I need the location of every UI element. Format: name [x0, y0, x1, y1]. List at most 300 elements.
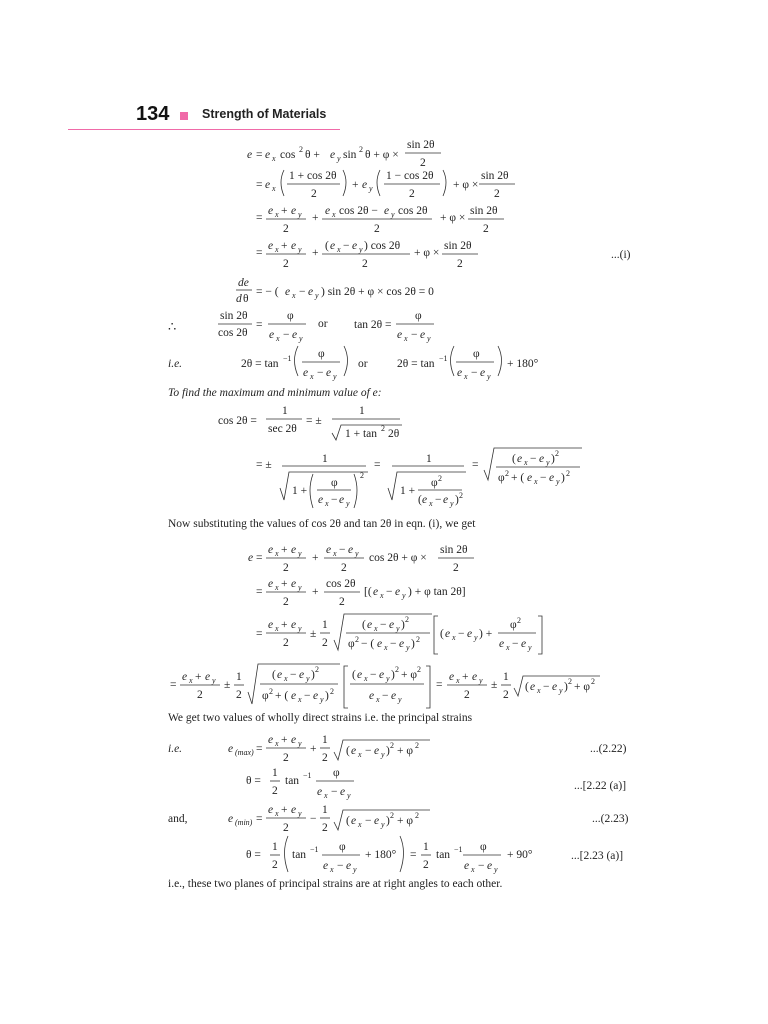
svg-text:+ φ: + φ — [574, 681, 590, 693]
svg-text:+: + — [312, 212, 319, 224]
svg-text:y: y — [298, 809, 302, 818]
svg-text:e: e — [373, 586, 379, 598]
svg-text:x: x — [189, 676, 193, 685]
svg-text:x: x — [275, 583, 279, 592]
svg-text:[(: [( — [364, 586, 372, 598]
svg-text:e: e — [268, 240, 274, 252]
svg-text:e: e — [391, 690, 397, 702]
svg-text:e: e — [517, 453, 523, 465]
substituting-text: Now substituting the values of cos 2θ and tan 2θ in eqn. (i), we get — [168, 518, 476, 530]
svg-text:2θ = tan: 2θ = tan — [241, 358, 279, 370]
svg-text:e: e — [443, 494, 449, 506]
svg-text:e: e — [530, 681, 536, 693]
svg-text:y: y — [494, 865, 498, 874]
svg-text:=: = — [256, 247, 263, 259]
svg-text:−: − — [411, 329, 418, 341]
equation-e-substituted-4 — [170, 664, 600, 708]
svg-text:2: 2 — [517, 616, 521, 625]
svg-text:φ: φ — [415, 310, 422, 322]
svg-text:x: x — [534, 477, 538, 486]
svg-text:−: − — [290, 669, 297, 681]
svg-text:2: 2 — [591, 677, 595, 686]
svg-text:1 +: 1 + — [400, 485, 416, 497]
svg-text:y: y — [346, 499, 350, 508]
svg-text:2: 2 — [355, 635, 359, 644]
svg-text:e: e — [285, 286, 291, 298]
svg-text:2: 2 — [415, 741, 419, 750]
svg-text:cos 2θ: cos 2θ — [398, 205, 428, 217]
svg-text:e: e — [521, 638, 527, 650]
svg-text:−1: −1 — [310, 845, 319, 854]
svg-text:2: 2 — [269, 687, 273, 696]
svg-text:(: ( — [512, 453, 516, 465]
svg-text:x: x — [275, 210, 279, 219]
svg-text:2: 2 — [390, 741, 394, 750]
svg-text:e: e — [291, 544, 297, 556]
svg-text:2: 2 — [405, 615, 409, 624]
svg-text:sin 2θ: sin 2θ — [440, 544, 468, 556]
svg-text:2: 2 — [311, 188, 317, 200]
svg-text:2: 2 — [417, 665, 421, 674]
svg-text:(: ( — [525, 681, 529, 693]
svg-text:e: e — [299, 669, 305, 681]
svg-text:): ) — [561, 472, 565, 484]
svg-text:y: y — [298, 583, 302, 592]
svg-text:2: 2 — [283, 562, 289, 574]
svg-text:y: y — [320, 695, 324, 704]
svg-text:e: e — [291, 205, 297, 217]
svg-text:e: e — [472, 671, 478, 683]
svg-text:y: y — [474, 633, 478, 642]
svg-text:φ: φ — [498, 472, 505, 484]
svg-text:1: 1 — [322, 619, 328, 631]
svg-text:2: 2 — [283, 752, 289, 764]
svg-text:2: 2 — [416, 635, 420, 644]
svg-text:e: e — [291, 804, 297, 816]
svg-text:−1: −1 — [283, 354, 292, 363]
svg-text:2: 2 — [283, 822, 289, 834]
svg-text:e: e — [330, 149, 336, 161]
svg-text:e: e — [268, 619, 274, 631]
svg-text:e: e — [228, 743, 234, 755]
svg-text:): ) — [325, 690, 329, 702]
svg-text:e: e — [362, 179, 368, 191]
svg-text:θ =: θ = — [246, 849, 261, 861]
svg-text:) +: ) + — [479, 628, 493, 640]
svg-text:2θ: 2θ — [388, 428, 400, 440]
svg-text:+ 90°: + 90° — [507, 849, 533, 861]
svg-text:(: ( — [325, 240, 329, 252]
svg-text:e: e — [248, 552, 254, 564]
svg-text:x: x — [292, 291, 296, 300]
svg-text:y: y — [306, 674, 310, 683]
svg-text:e: e — [330, 240, 336, 252]
svg-text:e: e — [464, 860, 470, 872]
svg-text:2: 2 — [464, 689, 470, 701]
svg-text:=: = — [436, 679, 443, 691]
equation-cos — [218, 405, 402, 440]
svg-text:): ) — [311, 669, 315, 681]
svg-text:x: x — [284, 674, 288, 683]
book-title: Strength of Materials — [202, 107, 327, 121]
svg-text:d: d — [236, 293, 242, 305]
svg-text:+: + — [281, 205, 288, 217]
svg-text:2: 2 — [283, 637, 289, 649]
svg-text:x: x — [275, 624, 279, 633]
svg-text:1: 1 — [272, 767, 278, 779]
svg-text:=: = — [410, 849, 417, 861]
page-number: 134 — [136, 103, 170, 125]
svg-text:1: 1 — [503, 671, 509, 683]
svg-text:=: = — [256, 212, 263, 224]
svg-text:−: − — [530, 453, 537, 465]
svg-text:2: 2 — [503, 689, 509, 701]
svg-text:2: 2 — [453, 562, 459, 574]
svg-text:−1: −1 — [454, 845, 463, 854]
svg-text:tan 2θ =: tan 2θ = — [354, 319, 392, 331]
svg-text:x: x — [364, 674, 368, 683]
svg-text:y: y — [355, 549, 359, 558]
or-label-2: or — [358, 358, 368, 370]
svg-text:θ +: θ + — [305, 149, 320, 161]
equation-angle — [241, 346, 539, 381]
svg-text:y: y — [299, 334, 303, 343]
svg-text:tan: tan — [285, 775, 300, 787]
svg-text:x: x — [376, 695, 380, 704]
svg-text:2: 2 — [555, 449, 559, 458]
svg-text:y: y — [298, 624, 302, 633]
svg-text:e: e — [348, 544, 354, 556]
svg-text:y: y — [556, 477, 560, 486]
svg-text:(: ( — [418, 494, 422, 506]
svg-text:2: 2 — [330, 687, 334, 696]
svg-text:e: e — [527, 472, 533, 484]
svg-text:2: 2 — [438, 474, 442, 483]
svg-text:1: 1 — [236, 671, 242, 683]
svg-text:e: e — [377, 638, 383, 650]
svg-text:cos 2θ: cos 2θ — [326, 578, 356, 590]
svg-text:cos: cos — [280, 149, 296, 161]
svg-text:2: 2 — [395, 665, 399, 674]
svg-text:+: + — [310, 743, 317, 755]
svg-text:x: x — [275, 809, 279, 818]
svg-text:sin 2θ: sin 2θ — [470, 205, 498, 217]
svg-text:+ φ: + φ — [397, 815, 413, 827]
svg-text:e: e — [369, 690, 375, 702]
svg-text:e: e — [277, 669, 283, 681]
right-angles-text: i.e., these two planes of principal strains are at right angles to each other. — [168, 878, 503, 890]
svg-text:y: y — [391, 210, 395, 219]
svg-text:φ: φ — [287, 310, 294, 322]
equation-e-substituted-1 — [248, 544, 474, 574]
svg-text:e: e — [340, 786, 346, 798]
svg-text:−: − — [310, 813, 317, 825]
svg-text:e: e — [420, 329, 426, 341]
svg-text:): ) — [391, 669, 395, 681]
svg-text:+: + — [281, 240, 288, 252]
equation-e-max — [228, 734, 430, 764]
svg-text:(: ( — [352, 669, 356, 681]
svg-text:2: 2 — [272, 785, 278, 797]
svg-text:y: y — [337, 154, 341, 163]
svg-text:2: 2 — [390, 811, 394, 820]
svg-text:2: 2 — [359, 145, 363, 154]
svg-text:φ: φ — [339, 841, 346, 853]
ie-label-1: i.e. — [168, 358, 183, 370]
svg-text:+ (: + ( — [275, 690, 289, 702]
svg-text:θ + φ ×: θ + φ × — [365, 149, 399, 161]
svg-text:e: e — [457, 367, 463, 379]
svg-text:1: 1 — [272, 841, 278, 853]
svg-text:y: y — [381, 820, 385, 829]
svg-text:x: x — [380, 591, 384, 600]
svg-text:(: ( — [362, 619, 366, 631]
svg-text:2: 2 — [423, 859, 429, 871]
equation-theta-2 — [246, 836, 533, 874]
svg-text:) sin 2θ + φ × cos 2θ = 0: ) sin 2θ + φ × cos 2θ = 0 — [321, 286, 434, 298]
svg-text:(max): (max) — [235, 748, 254, 757]
svg-text:cos 2θ −: cos 2θ − — [339, 205, 378, 217]
equation-derivative — [236, 277, 434, 305]
svg-text:e: e — [367, 619, 373, 631]
svg-text:1 + tan: 1 + tan — [345, 428, 378, 440]
svg-text:+ φ ×: + φ × — [414, 247, 440, 259]
svg-text:1 +: 1 + — [292, 485, 308, 497]
svg-text:φ: φ — [348, 638, 355, 650]
svg-text:−: − — [370, 669, 377, 681]
svg-text:x: x — [324, 791, 328, 800]
svg-text:− (: − ( — [361, 638, 375, 650]
svg-text:−: − — [299, 286, 306, 298]
svg-text:): ) — [401, 619, 405, 631]
svg-text:e: e — [539, 453, 545, 465]
svg-text:2: 2 — [283, 596, 289, 608]
svg-text:±: ± — [491, 679, 498, 691]
svg-text:x: x — [456, 676, 460, 685]
svg-text:2: 2 — [494, 188, 500, 200]
svg-text:θ =: θ = — [246, 775, 261, 787]
svg-text:2: 2 — [505, 469, 509, 478]
svg-text:y: y — [487, 372, 491, 381]
svg-text:e: e — [291, 619, 297, 631]
svg-text:φ: φ — [262, 690, 269, 702]
svg-text:e: e — [384, 205, 390, 217]
and-label: and, — [168, 813, 188, 825]
svg-text:2: 2 — [339, 596, 345, 608]
svg-text:e: e — [291, 734, 297, 746]
svg-text:+ (: + ( — [511, 472, 525, 484]
svg-text:−: − — [365, 815, 372, 827]
svg-text:+: + — [281, 544, 288, 556]
svg-text:e: e — [291, 690, 297, 702]
equation-number-222: ...(2.22) — [590, 743, 627, 755]
equation-e-substituted-3 — [256, 614, 542, 654]
svg-text:e: e — [268, 205, 274, 217]
svg-text:2: 2 — [568, 677, 572, 686]
svg-text:y: y — [398, 695, 402, 704]
svg-text:±: ± — [310, 628, 317, 640]
svg-text:x: x — [275, 245, 279, 254]
svg-text:−: − — [386, 586, 393, 598]
svg-text:sin 2θ: sin 2θ — [407, 139, 435, 151]
svg-text:): ) — [386, 745, 390, 757]
svg-text:x: x — [471, 865, 475, 874]
svg-text:2: 2 — [341, 562, 347, 574]
svg-text:sin: sin — [343, 149, 357, 161]
svg-text:=: = — [256, 813, 263, 825]
svg-text:y: y — [402, 591, 406, 600]
svg-text:e: e — [374, 815, 380, 827]
svg-text:e: e — [326, 367, 332, 379]
svg-text:e: e — [467, 628, 473, 640]
svg-text:=: = — [256, 319, 263, 331]
svg-text:2: 2 — [483, 223, 489, 235]
svg-text:x: x — [333, 549, 337, 558]
equation-e-min — [228, 804, 430, 834]
svg-text:2: 2 — [197, 689, 203, 701]
svg-text:sec 2θ: sec 2θ — [268, 423, 297, 435]
svg-text:2: 2 — [362, 258, 368, 270]
svg-text:−: − — [390, 638, 397, 650]
svg-text:−: − — [471, 367, 478, 379]
svg-text:x: x — [275, 549, 279, 558]
svg-text:2: 2 — [409, 188, 415, 200]
svg-text:y: y — [450, 499, 454, 508]
svg-text:y: y — [546, 458, 550, 467]
svg-text:): ) — [564, 681, 568, 693]
svg-text:2: 2 — [566, 469, 570, 478]
svg-text:±: ± — [224, 679, 231, 691]
svg-text:y: y — [359, 245, 363, 254]
svg-text:φ: φ — [318, 348, 325, 360]
svg-text:e: e — [499, 638, 505, 650]
svg-text:x: x — [272, 184, 276, 193]
svg-text:2: 2 — [420, 157, 426, 169]
svg-text:e: e — [323, 860, 329, 872]
svg-text:2: 2 — [283, 223, 289, 235]
svg-text:+: + — [312, 552, 319, 564]
svg-text:e: e — [549, 472, 555, 484]
svg-text:y: y — [559, 686, 563, 695]
svg-text:+: + — [312, 586, 319, 598]
svg-text:x: x — [276, 334, 280, 343]
svg-text:−: − — [365, 745, 372, 757]
svg-text:x: x — [272, 154, 276, 163]
svg-text:−1: −1 — [303, 771, 312, 780]
svg-text:e: e — [351, 815, 357, 827]
svg-text:x: x — [464, 372, 468, 381]
svg-text:e: e — [326, 544, 332, 556]
svg-text:e: e — [552, 681, 558, 693]
svg-text:e: e — [308, 286, 314, 298]
svg-text:−: − — [304, 690, 311, 702]
svg-text:x: x — [298, 695, 302, 704]
svg-text:e: e — [395, 586, 401, 598]
svg-text:e: e — [445, 628, 451, 640]
svg-text:(: ( — [346, 745, 350, 757]
svg-text:+ φ: + φ — [397, 745, 413, 757]
svg-text:x: x — [358, 750, 362, 759]
two-values-text: We get two values of wholly direct strains i.e. the principal strains — [168, 712, 473, 724]
svg-text:−: − — [435, 494, 442, 506]
svg-text:cos 2θ: cos 2θ — [218, 327, 248, 339]
svg-text:x: x — [337, 245, 341, 254]
svg-text:e: e — [303, 367, 309, 379]
svg-text:y: y — [298, 549, 302, 558]
svg-text:e: e — [317, 786, 323, 798]
svg-text:e: e — [292, 329, 298, 341]
svg-text:y: y — [315, 291, 319, 300]
svg-text:θ: θ — [243, 293, 249, 305]
svg-text:−: − — [540, 472, 547, 484]
svg-text:=: = — [256, 179, 263, 191]
svg-text:y: y — [298, 210, 302, 219]
svg-text:y: y — [381, 750, 385, 759]
equation-e-substituted-2 — [256, 578, 466, 608]
svg-text:2: 2 — [322, 752, 328, 764]
svg-text:x: x — [524, 458, 528, 467]
svg-text:φ: φ — [473, 348, 480, 360]
svg-text:2: 2 — [459, 491, 463, 500]
svg-text:= ±: = ± — [256, 459, 272, 471]
svg-text:−: − — [317, 367, 324, 379]
svg-text:x: x — [404, 334, 408, 343]
svg-text:sin 2θ: sin 2θ — [481, 170, 509, 182]
svg-text:): ) — [551, 453, 555, 465]
svg-text:+: + — [312, 247, 319, 259]
svg-text:y: y — [406, 643, 410, 652]
svg-text:=: = — [374, 459, 381, 471]
svg-text:=: = — [256, 743, 263, 755]
svg-text:e: e — [487, 860, 493, 872]
svg-text:2: 2 — [360, 471, 364, 480]
svg-text:φ: φ — [431, 477, 438, 489]
svg-text:e: e — [268, 734, 274, 746]
svg-text:x: x — [330, 865, 334, 874]
svg-text:(: ( — [346, 815, 350, 827]
therefore-symbol: ∴ — [168, 319, 177, 334]
svg-text:= − (: = − ( — [256, 286, 279, 298]
svg-text:2θ = tan: 2θ = tan — [397, 358, 435, 370]
svg-text:y: y — [386, 674, 390, 683]
svg-text:) cos 2θ: ) cos 2θ — [364, 240, 401, 252]
svg-text:+ 180°: + 180° — [507, 358, 539, 370]
svg-text:−1: −1 — [439, 354, 448, 363]
svg-text:tan: tan — [436, 849, 451, 861]
svg-text:e: e — [268, 804, 274, 816]
svg-text:−: − — [337, 860, 344, 872]
svg-text:e: e — [228, 813, 234, 825]
svg-text:y: y — [396, 624, 400, 633]
or-label-1: or — [318, 318, 328, 330]
svg-text:y: y — [298, 245, 302, 254]
svg-text:e: e — [352, 240, 358, 252]
svg-text:−: − — [283, 329, 290, 341]
svg-text:−: − — [331, 494, 338, 506]
svg-text:e: e — [313, 690, 319, 702]
svg-text:e: e — [269, 329, 275, 341]
svg-text:(: ( — [272, 669, 276, 681]
svg-text:2: 2 — [236, 689, 242, 701]
svg-text:y: y — [333, 372, 337, 381]
equation-number-223: ...(2.23) — [592, 813, 629, 825]
svg-text:tan: tan — [292, 849, 307, 861]
equation-line-1 — [247, 139, 441, 169]
svg-text:) + φ tan 2θ]: ) + φ tan 2θ] — [408, 586, 466, 598]
svg-text:2: 2 — [322, 822, 328, 834]
find-max-min-text: To find the maximum and minimum value of e: — [168, 387, 382, 399]
svg-text:(min): (min) — [235, 818, 253, 827]
